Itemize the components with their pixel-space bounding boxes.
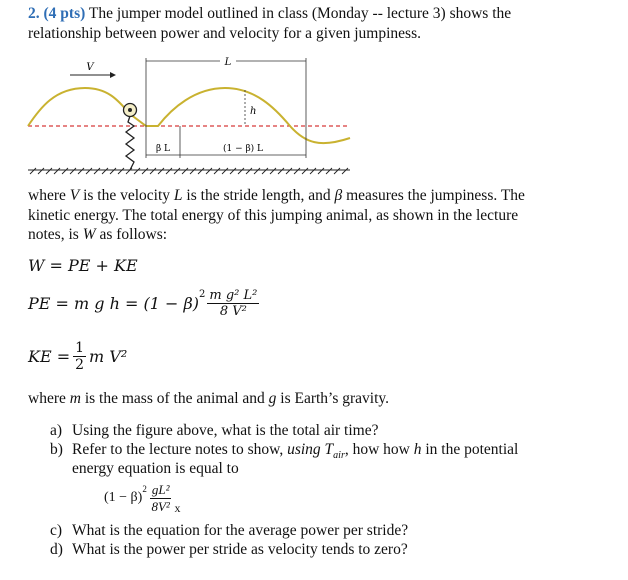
part-b-line2: energy equation is equal to <box>72 460 239 477</box>
jumper-model-figure <box>0 48 628 178</box>
description-line2: kinetic energy. The total energy of this jumping animal, as shown in the lecture <box>28 207 519 224</box>
equation-kinetic-energy: KE = $\frac{1}{2}$ m V² <box>28 339 128 373</box>
gravity-note: where m is the mass of the animal and g is Earth’s gravity. <box>28 390 390 407</box>
description-line1: where V is the velocity L is the stride length, and β measures the jumpiness. The <box>28 187 525 204</box>
part-b: b) Refer to the lecture notes to show, using $T_{air}$, how how h in the potential <box>50 441 519 462</box>
ke-fraction: $\frac{1}{2}$ <box>75 339 85 373</box>
mass-ball-dot <box>128 108 132 112</box>
equation-total-energy: W = PE + KE <box>28 256 138 275</box>
label-stride-length: L <box>224 57 232 68</box>
label-height: h <box>250 106 257 117</box>
part-b-fraction: $\frac{\text{gL²}}{\text{8V²}}$ <box>151 481 170 514</box>
spring-leg <box>126 116 134 170</box>
question-intro-line2: relationship between power and velocity for a given jumpiness. <box>28 25 421 42</box>
trajectory-curve <box>28 88 350 143</box>
label-beta-l: β L <box>155 144 171 154</box>
question-intro-line1: The jumper model outlined in class (Monday -- lecture 3) shows the <box>88 5 512 22</box>
part-c: c) What is the equation for the average power per stride? <box>50 522 409 539</box>
pe-fraction: $\frac{\text{m g² L²}}{\text{8 V²}}$ <box>209 287 258 319</box>
question-header <box>28 4 511 23</box>
part-a: a) Using the figure above, what is the total air time? <box>50 422 379 439</box>
label-velocity: V <box>86 62 94 73</box>
equation-potential-energy: PE = m g h = (1 − β) $^2$ $\frac{\text{m g² L²}}{\text{8 V²}}$ <box>28 287 258 319</box>
velocity-arrowhead <box>110 72 116 78</box>
label-one-minus-beta-l: (1 − β) L <box>222 144 264 154</box>
ground-hatching <box>30 168 348 174</box>
question-number: 2. <box>28 5 40 22</box>
part-d: d) What is the power per stride as velocity tends to zero? <box>50 541 408 558</box>
question-points: (4 pts) <box>43 5 86 22</box>
description-line3: notes, is W as follows: <box>28 226 168 243</box>
part-b-equation: (1 − β) $^2$ $\frac{\text{gL²}}{\text{8V²}}$ x <box>104 481 181 515</box>
